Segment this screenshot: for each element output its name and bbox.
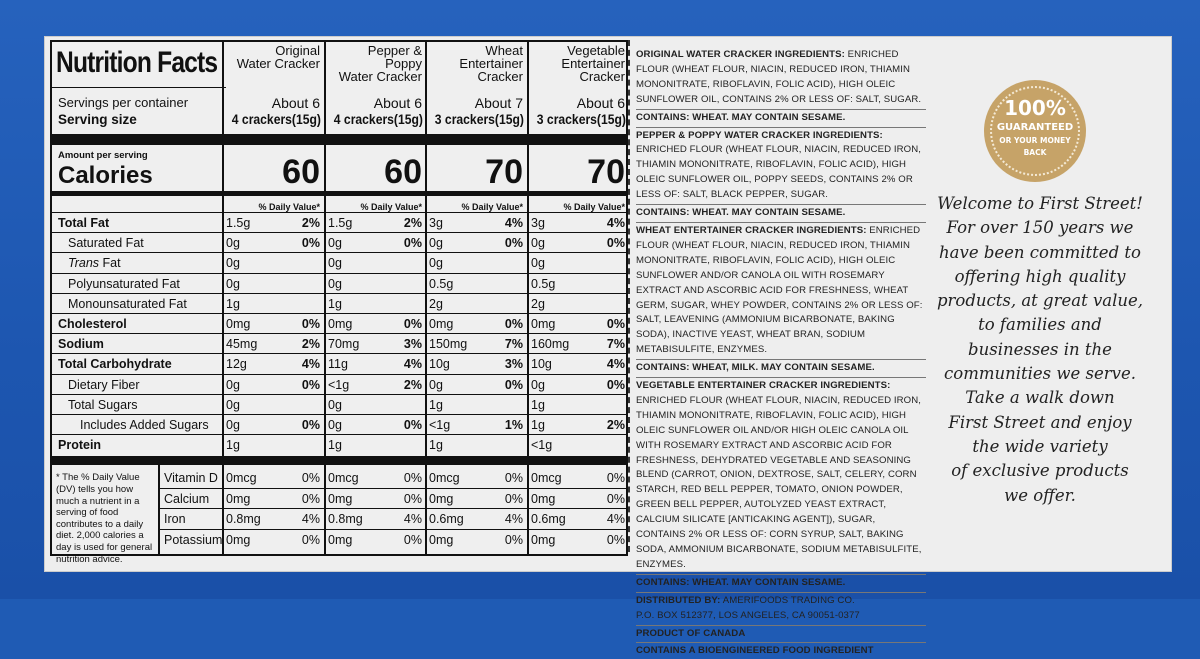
nutrient-dv: 2% [403, 216, 422, 230]
nutrient-amount: 0g [531, 256, 545, 271]
ingredient-heading: VEGETABLE ENTERTAINER CRACKER INGREDIENTS: [636, 380, 891, 392]
servings-label: Servings per container [58, 95, 189, 110]
servings-value: About 6 [373, 95, 422, 111]
ingredients-section [636, 48, 926, 659]
nutrient-amount: 0mg [429, 317, 454, 331]
column-header-line: Cracker [477, 69, 523, 84]
welcome-line: communities we serve. [944, 364, 1136, 384]
nutrient-amount: 0mg [226, 317, 251, 331]
nutrient-label: Dietary Fiber [68, 377, 140, 392]
row-rule [52, 273, 626, 274]
welcome-line: have been committed to [939, 242, 1141, 262]
nutrient-amount: 3g [531, 216, 545, 230]
vitamin-amount: 0.6mg [429, 512, 464, 527]
allergen-statement: CONTAINS: WHEAT, MILK. MAY CONTAIN SESAME. [636, 362, 875, 374]
amount-per-serving-label: Amount per serving [58, 150, 148, 161]
thick-rule-vitamins [52, 456, 626, 465]
nutrient-amount: 0g [328, 276, 342, 291]
nutrient-amount: 3g [429, 216, 443, 230]
nutrient-amount: 1g [328, 438, 342, 453]
nutrient-dv: 2% [301, 337, 320, 352]
badge-line-3: BACK [1023, 148, 1047, 157]
vitamin-amount: 0mg [226, 491, 251, 506]
column-header-line: Original [275, 43, 320, 58]
origin-statement: PRODUCT OF CANADA [636, 627, 746, 639]
calories-value: 70 [587, 153, 625, 191]
vitamin-rule [160, 529, 626, 530]
nutrient-amount: 0mg [328, 317, 353, 331]
serving-size-value: 4 crackers(15g) [333, 112, 423, 127]
vitamin-amount: 0mcg [328, 471, 359, 486]
ingredient-paragraph [636, 129, 926, 204]
vitamin-amount: 0mcg [429, 471, 460, 486]
vitamin-amount: 0mg [429, 491, 454, 506]
nutrient-dv: 2% [301, 216, 320, 230]
nutrient-amount: 12g [226, 357, 247, 372]
daily-value-header: % Daily Value* [258, 202, 320, 212]
allergen-statement: CONTAINS: WHEAT. MAY CONTAIN SESAME. [636, 111, 846, 123]
nutrient-label: Trans Fat [68, 256, 121, 271]
nutrient-dv: 1% [504, 418, 523, 432]
ingredient-rule [636, 574, 926, 575]
nutrient-amount: 160mg [531, 337, 570, 352]
nutrient-dv: 4% [403, 357, 422, 372]
vitamin-amount: 0.8mg [328, 512, 363, 527]
welcome-line: we offer. [1004, 485, 1076, 505]
daily-value-header: % Daily Value* [563, 202, 625, 212]
nutrient-label: Polyunsaturated Fat [68, 276, 180, 291]
serving-size-value: 4 crackers(15g) [231, 112, 321, 127]
thick-rule [52, 134, 626, 145]
nutrient-amount: 0.5g [429, 276, 454, 291]
distributor-name: AMERIFOODS TRADING CO. [720, 594, 855, 606]
row-rule [52, 313, 626, 314]
vitamin-dv: 0% [606, 532, 625, 547]
nutrient-dv: 4% [301, 357, 320, 372]
nutrient-label: Total Fat [58, 216, 110, 230]
vitamin-dv: 0% [301, 491, 320, 506]
nutrient-amount: 45mg [226, 337, 258, 352]
nutrient-amount: 1g [226, 438, 240, 453]
vitamin-amount: 0.8mg [226, 512, 261, 527]
welcome-line: Welcome to First Street! [937, 194, 1143, 213]
vitamin-dv: 4% [403, 512, 422, 527]
distributor-heading: DISTRIBUTED BY: [636, 594, 721, 606]
nutrient-amount: 0mg [531, 317, 556, 331]
nutrient-dv: 0% [403, 236, 422, 251]
nutrient-dv: 0% [606, 236, 625, 251]
nutrient-amount: 0g [429, 256, 443, 271]
badge-line-1: GUARANTEED [996, 122, 1074, 133]
nutrient-amount: 11g [328, 357, 348, 372]
row-rule [52, 232, 626, 233]
footnote-divider [158, 465, 160, 554]
vitamin-amount: 0mg [531, 491, 556, 506]
distributor-address: P.O. BOX 512377, LOS ANGELES, CA 90051-0377 [636, 609, 860, 621]
ingredient-rule [636, 127, 926, 128]
ingredient-rule [636, 377, 926, 378]
nutrient-dv: 4% [606, 216, 625, 230]
vitamin-dv: 0% [504, 491, 523, 506]
vitamin-dv: 0% [301, 532, 320, 547]
column-header [328, 44, 422, 83]
vitamin-dv: 4% [504, 512, 523, 527]
calories-value: 70 [485, 153, 523, 191]
nutrient-amount: 10g [429, 357, 450, 372]
nutrient-dv: 0% [504, 377, 523, 392]
vitamin-rule [160, 488, 626, 489]
nutrient-amount: 0g [531, 236, 545, 251]
vitamin-dv: 4% [301, 512, 320, 527]
row-rule [52, 333, 626, 334]
welcome-line: of exclusive products [951, 461, 1129, 481]
ingredient-paragraph [636, 48, 926, 108]
column-header [531, 44, 625, 83]
vitamin-amount: 0.6mg [531, 512, 566, 527]
column-divider [425, 42, 427, 554]
ingredient-rule [636, 204, 926, 205]
welcome-line: First Street and enjoy [948, 412, 1132, 432]
nutrient-dv: 0% [606, 317, 625, 331]
nutrient-amount: 0g [226, 256, 240, 271]
nutrient-amount: 1g [531, 418, 545, 432]
servings-value: About 6 [576, 95, 625, 111]
ingredient-text: ENRICHED FLOUR (WHEAT FLOUR, NIACIN, REDUCED IRON, THIAMIN MONONITRATE, RIBOFLAVIN, FOLIC ACID), HIGH OLEIC SUNFLOWER OIL AND/OR HIGH OLEIC CANOLA OIL WITH ROSEMARY EXTRACT AND ASCORBIC ACID FOR FRESHNESS, DEHYDRATED VEGETABLE AND SEASONING BLEND (CARROT, ONION, DEXTROSE, SALT, CELERY, CORN STARCH, RED BELL PEPPER, TOMATO, ONION POWDER, GREEN BELL PEPPER, AUTOLYZED YEAST EXTRACT, CALCIUM SILICATE [ANTICAKING AGENT]), SUGAR, CONTAINS 2% OR LESS OF: CORN SYRUP, SALT, BAKING SODA, AMMONIUM BICARBONATE, SODIUM METABISULFITE, ENZYMES. [636, 394, 922, 570]
nutrient-dv: 3% [403, 337, 422, 352]
servings-value: About 7 [474, 95, 523, 111]
row-rule [52, 293, 626, 294]
calories-value: 60 [282, 153, 320, 191]
bioengineered-statement: CONTAINS A BIOENGINEERED FOOD INGREDIENT [636, 645, 874, 657]
row-rule [52, 394, 626, 395]
footnote: * The % Daily Value (DV) tells you how much a nutrient in a serving of food contributes to a daily diet. 2,000 calories a day is used for general nutrition advice. [56, 472, 153, 565]
nutrient-amount: <1g [429, 418, 451, 432]
vitamin-amount: 0mg [226, 532, 251, 547]
nutrient-dv: 4% [606, 357, 625, 372]
ingredient-rule [636, 625, 926, 626]
nutrient-label: Monounsaturated Fat [68, 296, 187, 311]
vitamin-label: Vitamin D [164, 471, 218, 486]
vitamin-dv: 0% [606, 491, 625, 506]
nutrient-amount: 1.5g [328, 216, 353, 230]
column-header-line: Water Cracker [338, 69, 422, 84]
row-rule [52, 252, 626, 253]
allergen-statement: CONTAINS: WHEAT. MAY CONTAIN SESAME. [636, 207, 846, 219]
vitamin-amount: 0mg [328, 532, 353, 547]
welcome-line: the wide variety [972, 436, 1108, 456]
vitamin-amount: 0mg [531, 532, 556, 547]
welcome-line: offering high quality [954, 266, 1126, 286]
nutrient-label: Total Sugars [68, 397, 138, 412]
nutrient-amount: 0g [328, 397, 342, 412]
vitamin-dv: 4% [606, 512, 625, 527]
nutrient-amount: 1g [226, 296, 240, 311]
badge-percent: 100% [1004, 96, 1066, 120]
nutrient-amount: 0g [226, 377, 240, 392]
column-header-line: Pepper & Poppy [367, 43, 422, 71]
column-header-line: Vegetable [567, 43, 625, 58]
vitamin-amount: 0mg [429, 532, 454, 547]
nutrient-amount: 0g [429, 377, 443, 392]
nutrient-dv: 0% [301, 418, 320, 432]
vitamin-rule [160, 508, 626, 509]
servings-value: About 6 [271, 95, 320, 111]
serving-size-label: Serving size [58, 112, 137, 127]
row-rule [52, 353, 626, 354]
column-header-line: Water Cracker [236, 56, 320, 71]
vitamin-dv: 0% [403, 532, 422, 547]
nutrient-amount: 1g [429, 397, 443, 412]
column-header-line: Cracker [579, 69, 625, 84]
nutrient-amount: 0g [226, 418, 240, 432]
nutrient-amount: 10g [531, 357, 552, 372]
vitamin-amount: 0mg [328, 491, 353, 506]
welcome-line: For over 150 years we [946, 218, 1134, 238]
vitamin-label: Calcium [164, 491, 210, 506]
trans-italic: Trans [68, 256, 100, 271]
ingredient-heading: ORIGINAL WATER CRACKER INGREDIENTS: [636, 49, 845, 60]
vitamin-dv: 0% [606, 471, 625, 486]
title-rule [52, 87, 226, 88]
calories-label: Calories [58, 162, 153, 189]
vitamin-amount: 0mcg [226, 471, 257, 486]
nutrient-label: Cholesterol [58, 317, 127, 331]
nutrient-dv: 4% [504, 216, 523, 230]
nutrient-dv: 0% [403, 418, 422, 432]
nutrient-label: Includes Added Sugars [80, 418, 209, 432]
ingredient-heading: PEPPER & POPPY WATER CRACKER INGREDIENTS: [636, 129, 883, 141]
nutrient-dv: 7% [504, 337, 523, 352]
badge-line-2: OR YOUR MONEY [999, 136, 1071, 145]
vitamin-amount: 0mcg [531, 471, 562, 486]
row-rule [52, 434, 626, 435]
nutrient-amount: <1g [328, 377, 350, 392]
nutrition-title: Nutrition Facts [56, 46, 218, 79]
nutrient-dv: 0% [606, 377, 625, 392]
guarantee-badge [984, 80, 1086, 182]
vitamin-dv: 0% [504, 532, 523, 547]
nutrient-dv: 2% [606, 418, 625, 432]
nutrient-dv: 0% [403, 317, 422, 331]
ingredient-text: ENRICHED FLOUR (WHEAT FLOUR, NIACIN, REDUCED IRON, THIAMIN MONONITRATE, RIBOFLAVIN, FOLIC ACID), HIGH OLEIC SUNFLOWER OIL, POPPY SEEDS, CONTAINS 2% OR LESS OF: SALT, BLACK PEPPER, SUGAR. [636, 144, 922, 201]
ingredient-paragraph [636, 379, 926, 573]
nutrient-amount: 1g [429, 438, 443, 453]
nutrient-amount: 1g [328, 296, 342, 311]
ingredient-rule [636, 109, 926, 110]
distributor-block [636, 594, 926, 609]
column-divider [324, 42, 326, 554]
column-header-line: Wheat [485, 43, 523, 58]
column-header [226, 44, 320, 70]
column-header [429, 44, 523, 83]
column-header-line: Entertainer [561, 56, 625, 71]
nutrient-amount: 0g [429, 236, 443, 251]
nutrient-dv: 0% [301, 317, 320, 331]
allergen-statement: CONTAINS: WHEAT. MAY CONTAIN SESAME. [636, 576, 846, 588]
nutrient-amount: <1g [531, 438, 553, 453]
nutrient-amount: 0g [226, 397, 240, 412]
vitamin-dv: 0% [504, 471, 523, 486]
serving-size-value: 3 crackers(15g) [536, 112, 626, 127]
nutrient-dv: 7% [606, 337, 625, 352]
nutrient-amount: 2g [531, 296, 545, 311]
column-divider [527, 42, 529, 554]
column-divider [222, 42, 224, 554]
ingredient-paragraph [636, 224, 926, 358]
nutrient-label: Saturated Fat [68, 236, 144, 251]
nutrient-dv: 2% [403, 377, 422, 392]
nutrient-dv: 0% [301, 377, 320, 392]
nutrient-amount: 2g [429, 296, 443, 311]
vitamin-dv: 0% [403, 471, 422, 486]
row-rule [52, 414, 626, 415]
nutrient-dv: 0% [504, 317, 523, 331]
nutrient-label: Protein [58, 438, 102, 453]
column-header-line: Entertainer [459, 56, 523, 71]
daily-value-header: % Daily Value* [461, 202, 523, 212]
nutrient-amount: 0g [226, 236, 240, 251]
nutrient-amount: 1g [531, 397, 545, 412]
row-rule [52, 212, 626, 213]
nutrient-dv: 0% [504, 236, 523, 251]
nutrient-amount: 0g [531, 377, 545, 392]
ingredient-rule [636, 642, 926, 643]
dashed-divider [628, 40, 630, 552]
daily-value-header: % Daily Value* [360, 202, 422, 212]
nutrient-label: Total Carbohydrate [58, 357, 172, 372]
welcome-line: Take a walk down [965, 388, 1115, 408]
nutrient-amount: 0g [328, 236, 342, 251]
nutrient-label: Sodium [58, 337, 104, 352]
calories-value: 60 [384, 153, 422, 191]
nutrient-amount: 0g [328, 418, 342, 432]
medium-rule [52, 191, 626, 196]
nutrient-amount: 0.5g [531, 276, 556, 291]
welcome-message [920, 192, 1160, 508]
ingredient-rule [636, 592, 926, 593]
serving-size-value: 3 crackers(15g) [434, 112, 524, 127]
nutrient-amount: 1.5g [226, 216, 251, 230]
nutrient-amount: 70mg [328, 337, 360, 352]
ingredient-rule [636, 359, 926, 360]
vitamin-dv: 0% [301, 471, 320, 486]
vitamin-label: Potassium [164, 532, 223, 547]
ingredient-text: ENRICHED FLOUR (WHEAT FLOUR, NIACIN, REDUCED IRON, THIAMIN MONONITRATE, RIBOFLAVIN, FOLIC ACID), HIGH OLEIC SUNFLOWER OIL, CONTAINS 2% OR LESS OF: SALT, SUGAR. [636, 49, 922, 105]
nutrient-dv: 3% [504, 357, 523, 372]
ingredient-heading: WHEAT ENTERTAINER CRACKER INGREDIENTS: [636, 224, 867, 236]
nutrient-amount: 0g [328, 256, 342, 271]
row-rule [52, 374, 626, 375]
ingredient-text: ENRICHED FLOUR (WHEAT FLOUR, NIACIN, REDUCED IRON, THIAMIN MONONITRATE, RIBOFLAVIN, FOLIC ACID), HIGH OLEIC SUNFLOWER AND/OR CANOLA OIL WITH ROSEMARY EXTRACT AND ASCORBIC ACID FOR FRESHNESS, WHEAT GERM, SUGAR, WHEY POWDER, CONTAINS 2% OR LESS OF: SALT, LEAVENING (AMMONIUM BICARBONATE, BAKING SODA), INACTIVE YEAST, WHEAT BRAN, SODIUM METABISULFITE, ENZYMES. [636, 224, 923, 356]
welcome-line: businesses in the [968, 339, 1112, 359]
welcome-line: to families and [978, 315, 1102, 335]
vitamin-label: Iron [164, 512, 186, 527]
nutrient-dv: 0% [301, 236, 320, 251]
ingredient-rule [636, 222, 926, 223]
nutrient-amount: 0g [226, 276, 240, 291]
nutrient-amount: 150mg [429, 337, 468, 352]
vitamin-dv: 0% [403, 491, 422, 506]
nutrition-facts-table [50, 40, 628, 565]
welcome-line: products, at great value, [936, 291, 1144, 311]
